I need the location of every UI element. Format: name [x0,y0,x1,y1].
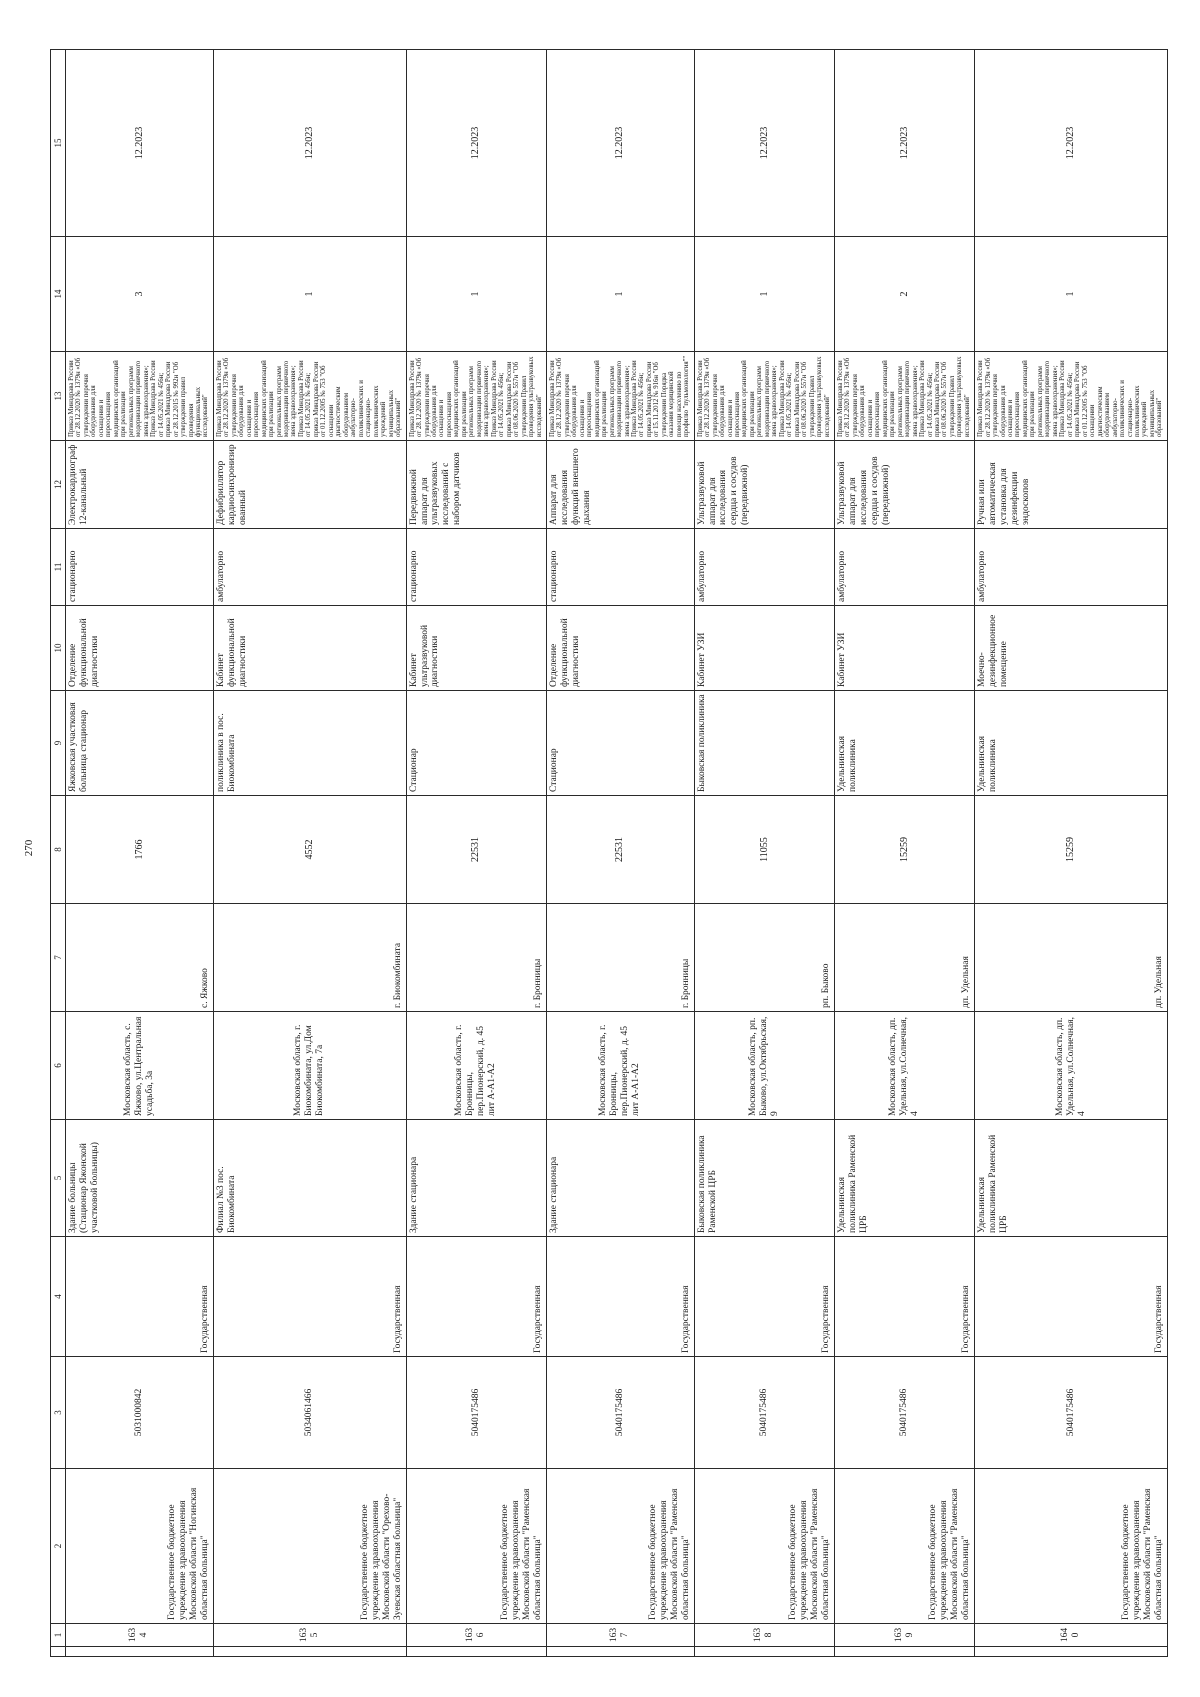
ownership-type: Государственная [834,1237,974,1357]
address: Московская область, г. Бронницы, пер.Пионерский, д. 45 лит А-А1-А2 [546,1012,694,1120]
care-conditions: стационарно [66,529,214,606]
delivery-date: 12.2023 [406,50,546,237]
inn-code: 5031000842 [66,1357,214,1469]
population: 22531 [406,796,546,904]
equipment-name: Передвижной аппарат для ультразвуковых исследований с набором датчиков [406,441,546,529]
column-number: 8 [51,796,66,904]
address: Московская область, дп. Удельная, ул.Солнечная, 4 [975,1012,1168,1120]
blank-cell [66,1647,214,1657]
blank-cell [694,1647,834,1657]
regulation-reference: Приказ Минздрава России от 28.12.2020 № 1379н «Об утверждении перечня оборудования для оснащения и переоснащения медицинских организаций при реализации региональных программ модернизации первичного звена здравоохранения»; Приказ Минздрава России от 14.05.2021 № 456н; приказ Минздрава России от 08.06.2020 № 557н "Об утверждении Правил проведения ультразвуковых исследований" [406,352,546,441]
unit-name: Кабинет функциональной диагностики [213,606,406,691]
equipment-table [50,49,1168,1657]
row-number: 1640 [975,1624,1168,1647]
document-table-wrapper [50,50,1168,1657]
delivery-date: 12.2023 [694,50,834,237]
equipment-quantity: 3 [66,237,214,352]
delivery-date: 12.2023 [834,50,974,237]
equipment-name: Дефибриллятор кардиосинхронизированный [213,441,406,529]
address: Московская область, дп. Удельная, ул.Солнечная, 4 [834,1012,974,1120]
regulation-reference: Приказ Минздрава России от 28.12.2020 № 1379н «Об утверждении перечня оборудования для оснащения и переоснащения медицинских организаций при реализации региональных программ модернизации первичного звена здравоохранения»; Приказ Минздрава России от 14.05.2021 № 456н; приказ Минздрава России от 08.06.2020 № 557н "Об утверждении Правил проведения ультразвуковых исследований" [834,352,974,441]
unit-name: Отделение функциональной диагностики [66,606,214,691]
column-number: 5 [51,1120,66,1237]
equipment-name: Ультразвуковой аппарат для исследования сердца и сосудов (передвижной) [694,441,834,529]
building-name: Быковская поликлиника Раменской ЦРБ [694,1120,834,1237]
corner-cell [51,1647,66,1657]
ownership-type: Государственная [975,1237,1168,1357]
facility-name: Яжковская участковая больница стационар [66,691,214,796]
organization-name: Государственное бюджетное учреждение здравоохранения Московской области "Раменская областная больница" [694,1469,834,1624]
blank-cell [546,1647,694,1657]
facility-name: Стационар [546,691,694,796]
inn-code: 5034061466 [213,1357,406,1469]
building-name: Филиал №3 пос. Биокомбината [213,1120,406,1237]
blank-cell [834,1647,974,1657]
regulation-reference: Приказ Минздрава России от 28.12.2020 № 1379н «Об утверждении перечня оборудования для оснащения и переоснащения медицинских организаций при реализации региональных программ модернизации первичного звена здравоохранения»; Приказ Минздрава России от 14.05.2021 № 456н; приказ Минздрава России от 08.06.2020 № 557н "Об утверждении Правил проведения ультразвуковых исследований" [694,352,834,441]
care-conditions: амбулаторно [694,529,834,606]
organization-name: Государственное бюджетное учреждение здравоохранения Московской области "Ногинская областная больница" [66,1469,214,1624]
column-number: 4 [51,1237,66,1357]
row-number: 1634 [66,1624,214,1647]
population: 15259 [975,796,1168,904]
equipment-name: Электрокардиограф 12-канальный [66,441,214,529]
ownership-type: Государственная [406,1237,546,1357]
facility-name: поликлиника в пос. Биокомбината [213,691,406,796]
delivery-date: 12.2023 [213,50,406,237]
locality: дп. Удельная [834,904,974,1012]
equipment-quantity: 2 [834,237,974,352]
regulation-reference: Приказ Минздрава России от 28.12.2020 № 1379н «Об утверждении перечня оборудования для оснащения и переоснащения медицинских организаций при реализации региональных программ модернизации первичного звена здравоохранения»; Приказ Минздрава России от 14.05.2021 № 456н; приказ Минздрава России от 01.12.2005 № 753 "Об оснащении диагностическим оборудованием амбулаторно-поликлинических и стационарно-поликлинических учреждений муниципальных образований" [975,352,1168,441]
unit-name: Кабинет ультразвуковой диагностики [406,606,546,691]
ownership-type: Государственная [694,1237,834,1357]
care-conditions: амбулаторно [834,529,974,606]
organization-name: Государственное бюджетное учреждение здравоохранения Московской области "Раменская областная больница" [406,1469,546,1624]
page-number: 270 [23,839,35,857]
facility-name: Удельнинская поликлиника [834,691,974,796]
locality: рп. Быково [694,904,834,1012]
unit-name: Кабинет УЗИ [694,606,834,691]
delivery-date: 12.2023 [66,50,214,237]
blank-cell [406,1647,546,1657]
unit-name: Отделение функциональной диагностики [546,606,694,691]
delivery-date: 12.2023 [546,50,694,237]
building-name: Здание больницы (Стационар Яжонской участковой больницы) [66,1120,214,1237]
population: 4552 [213,796,406,904]
row-number: 1637 [546,1624,694,1647]
equipment-quantity: 1 [694,237,834,352]
care-conditions: амбулаторно [213,529,406,606]
column-number: 9 [51,691,66,796]
column-number: 14 [51,237,66,352]
ownership-type: Государственная [213,1237,406,1357]
address: Московская область, с. Яжково, ул.Центральная усадьба, 3а [66,1012,214,1120]
organization-name: Государственное бюджетное учреждение здравоохранения Московской области "Раменская областная больница" [546,1469,694,1624]
ownership-type: Государственная [66,1237,214,1357]
equipment-name: Ручная или автоматическая установка для дезинфекции эндоскопов [975,441,1168,529]
building-name: Здание стационара [406,1120,546,1237]
population: 22531 [546,796,694,904]
table-row [66,50,214,1657]
column-number: 13 [51,352,66,441]
building-name: Здание стационара [546,1120,694,1237]
equipment-name: Ультразвуковой аппарат для исследования сердца и сосудов (передвижной) [834,441,974,529]
address: Московская область, г. Бронницы, пер.Пионерский, д. 45 лит А-А1-А2 [406,1012,546,1120]
column-number: 10 [51,606,66,691]
delivery-date: 12.2023 [975,50,1168,237]
inn-code: 5040175486 [546,1357,694,1469]
ownership-type: Государственная [546,1237,694,1357]
population: 15259 [834,796,974,904]
address: Московская область, рп. Быково, ул.Октябрьская, 9 [694,1012,834,1120]
inn-code: 5040175486 [694,1357,834,1469]
table-row [694,50,834,1657]
organization-name: Государственное бюджетное учреждение здравоохранения Московской области "Раменская областная больница" [975,1469,1168,1624]
regulation-reference: Приказ Минздрава России от 28.12.2020 № 1379н «Об утверждении перечня оборудования для оснащения и переоснащения медицинских организаций при реализации региональных программ модернизации первичного звена здравоохранения»; Приказ Минздрава России от 14.05.2021 № 456н; приказ Минздрава России от 15.11.2012 № 916н "Об утверждении Порядка оказания медицинской помощи населению по профилю "пульмонология"" [546,352,694,441]
inn-code: 5040175486 [406,1357,546,1469]
facility-name: Удельнинская поликлиника [975,691,1168,796]
locality: г. Бронницы [406,904,546,1012]
unit-name: Кабинет УЗИ [834,606,974,691]
regulation-reference: Приказ Минздрава России от 28.12.2020 № 1379н «Об утверждении перечня оборудования для оснащения и переоснащения медицинских организаций при реализации региональных программ модернизации первичного звена здравоохранения»; Приказ Минздрава России от 14.05.2021 № 456н; приказ Минздрава России от 28.12.2015 № 992н "Об утверждении правил проведения функциональных исследований" [66,352,214,441]
table-row [213,50,406,1657]
blank-cell [975,1647,1168,1657]
column-number: 15 [51,50,66,237]
care-conditions: амбулаторно [975,529,1168,606]
facility-name: Быковская поликлиника [694,691,834,796]
facility-name: Стационар [406,691,546,796]
equipment-quantity: 1 [213,237,406,352]
regulation-reference: Приказ Минздрава России от 28.12.2020 № 1379н «Об утверждении перечня оборудования для оснащения и переоснащения медицинских организаций при реализации региональных программ модернизации первичного звена здравоохранения»; Приказ Минздрава России от 14.05.2021 № 456н; приказ Минздрава России от 01.12.2005 № 753 "Об оснащении диагностическим оборудованием амбулаторно-поликлинических и стационарно-поликлинических учреждений муниципальных образований" [213,352,406,441]
care-conditions: стационарно [406,529,546,606]
column-number: 2 [51,1469,66,1624]
column-number: 12 [51,441,66,529]
table-row [546,50,694,1657]
equipment-quantity: 1 [406,237,546,352]
population: 11055 [694,796,834,904]
locality: г. Бронницы [546,904,694,1012]
row-number: 1639 [834,1624,974,1647]
inn-code: 5040175486 [834,1357,974,1469]
blank-cell [213,1647,406,1657]
table-row [834,50,974,1657]
row-number: 1635 [213,1624,406,1647]
locality: с. Яжково [66,904,214,1012]
care-conditions: стационарно [546,529,694,606]
column-number: 7 [51,904,66,1012]
table-row [975,50,1168,1657]
locality: г. Биокомбината [213,904,406,1012]
equipment-quantity: 1 [546,237,694,352]
row-number: 1636 [406,1624,546,1647]
address: Московская область, г. Биокомбината, ул.Дом Биокомбината, 7а [213,1012,406,1120]
column-number: 11 [51,529,66,606]
organization-name: Государственное бюджетное учреждение здравоохранения Московской области "Раменская областная больница" [834,1469,974,1624]
table-row [406,50,546,1657]
column-number: 6 [51,1012,66,1120]
equipment-name: Аппарат для исследования функций внешнего дыхания [546,441,694,529]
inn-code: 5040175486 [975,1357,1168,1469]
equipment-quantity: 1 [975,237,1168,352]
unit-name: Моечно-дезинфекционное помещение [975,606,1168,691]
population: 1766 [66,796,214,904]
column-number-row [51,50,66,1657]
building-name: Удельнинская поликлиника Раменской ЦРБ [975,1120,1168,1237]
row-number: 1638 [694,1624,834,1647]
column-number: 1 [51,1624,66,1647]
column-number: 3 [51,1357,66,1469]
organization-name: Государственное бюджетное учреждение здравоохранения Московской области "Орехово-Зуевская областная больница" [213,1469,406,1624]
building-name: Удельнинская поликлиника Раменской ЦРБ [834,1120,974,1237]
locality: дп. Удельная [975,904,1168,1012]
